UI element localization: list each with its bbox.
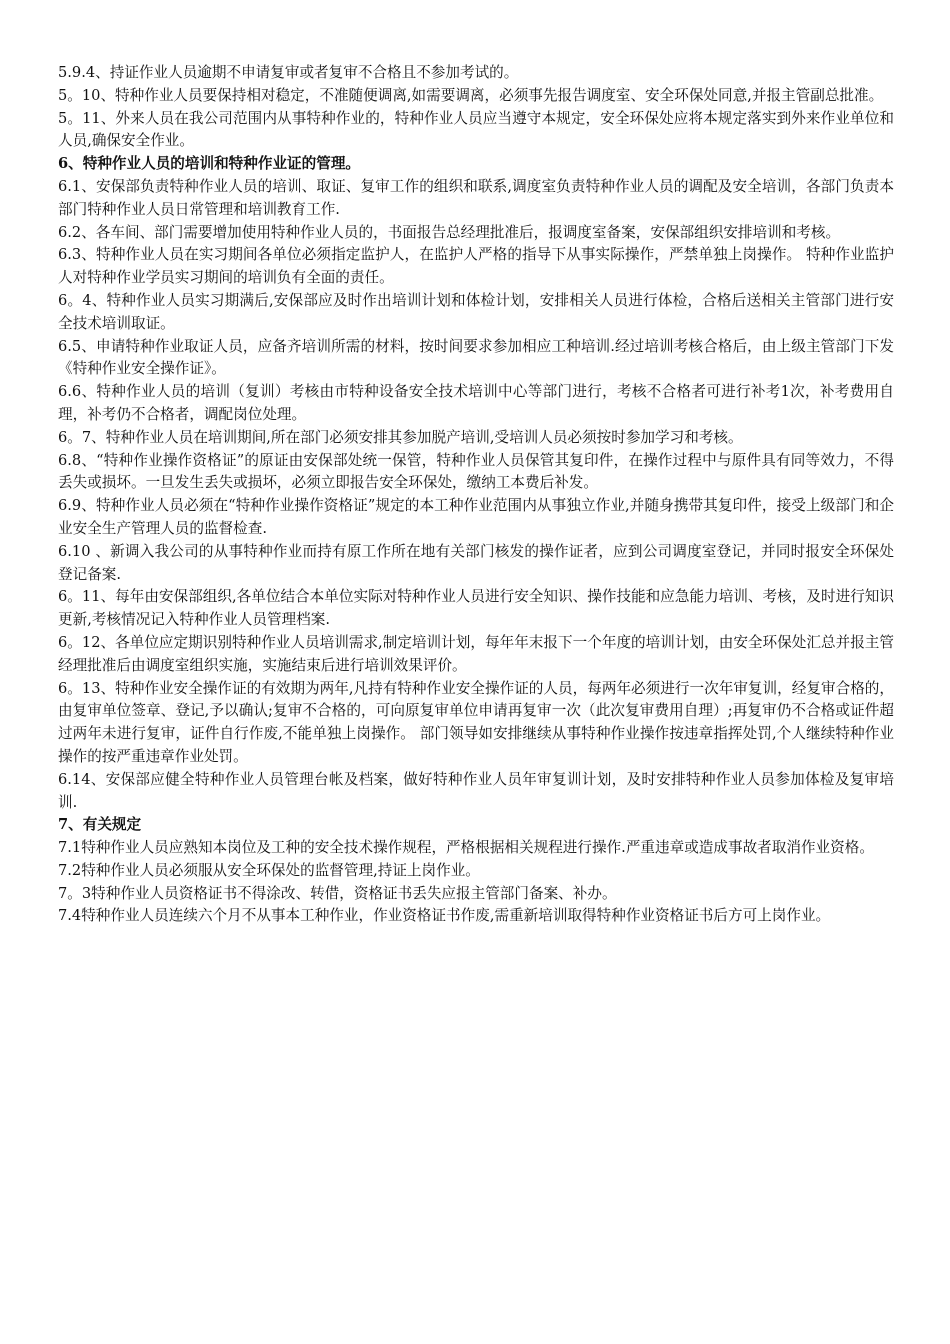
clause-6-3: 6.3、特种作业人员在实习期间各单位必须指定监护人，在监护人严格的指导下从事实际操作，严禁单独上岗操作。 特种作业监护人对特种作业学员实习期间的培训负有全面的责任。 (58, 246, 894, 287)
clause-6-7: 6。7、特种作业人员在培训期间,所在部门必须安排其参加脱产培训,受培训人员必须按时参加学习和考核。 (58, 428, 743, 446)
clause-6-5: 6.5、申请特种作业取证人员，应备齐培训所需的材料，按时间要求参加相应工种培训.经过培训考核合格后，由上级主管部门下发《特种作业安全操作证》。 (58, 337, 894, 378)
clause-5-11: 5。11、外来人员在我公司范围内从事特种作业的，特种作业人员应当遵守本规定，安全环保处应将本规定落实到外来作业单位和人员,确保安全作业。 (58, 109, 894, 150)
document-body (58, 62, 894, 928)
clause-6-8: 6.8、“特种作业操作资格证”的原证由安保部处统一保管，特种作业人员保管其复印件，在操作过程中与原件具有同等效力，不得丢失或损坏。一旦发生丢失或损坏，必须立即报告安全环保处，缴纳工本费后补发。 (58, 451, 894, 492)
clause-6-6: 6.6、特种作业人员的培训（复训）考核由市特种设备安全技术培训中心等部门进行，考核不合格者可进行补考1次，补考费用自理，补考仍不合格者，调配岗位处理。 (58, 383, 894, 423)
clause-6-4: 6。4、特种作业人员实习期满后,安保部应及时作出培训计划和体检计划，安排相关人员进行体检，合格后送相关主管部门进行安全技术培训取证。 (58, 291, 894, 332)
clause-7-3: 7。3特种作业人员资格证书不得涂改、转借，资格证书丢失应报主管部门备案、补办。 (58, 884, 617, 902)
clause-6-12: 6。12、各单位应定期识别特种作业人员培训需求,制定培训计划，每年年末报下一个年度的培训计划，由安全环保处汇总并报主管经理批准后由调度室组织实施，实施结束后进行培训效果评价。 (58, 633, 894, 674)
clause-7-4: 7.4特种作业人员连续六个月不从事本工种作业，作业资格证书作废,需重新培训取得特种作业资格证书后方可上岗作业。 (58, 907, 831, 925)
section-7-heading: 7、有关规定 (58, 816, 142, 834)
clause-5-10: 5。10、特种作业人员要保持相对稳定，不准随便调离,如需要调离，必须事先报告调度室、安全环保处同意,并报主管副总批准。 (58, 86, 884, 104)
clause-6-9: 6.9、特种作业人员必须在“特种作业操作资格证”规定的本工种作业范围内从事独立作业,并随身携带其复印件，接受上级部门和企业安全生产管理人员的监督检查. (58, 497, 894, 537)
clause-6-13: 6。13、特种作业安全操作证的有效期为两年,凡持有特种作业安全操作证的人员，每两年必须进行一次年审复训，经复审合格的，由复审单位签章、登记,予以确认;复审不合格的，可向原复审单位申请再复审一次（此次复审费用自理）;再复审仍不合格或证件超过两年未进行复审，证件自行作废,不能单独上岗操作。 部门领导如安排继续从事特种作业操作按违章指挥处罚,个人继续特种作业操作的按严重违章作业处罚。 (58, 679, 894, 765)
clause-6-11: 6。11、每年由安保部组织,各单位结合本单位实际对特种作业人员进行安全知识、操作技能和应急能力培训、考核，及时进行知识更新,考核情况记入特种作业人员管理档案. (58, 588, 894, 629)
clause-6-1: 6.1、安保部负责特种作业人员的培训、取证、复审工作的组织和联系,调度室负责特种作业人员的调配及安全培训，各部门负责本部门特种作业人员日常管理和培训教育工作. (58, 177, 894, 218)
section-6-heading: 6、特种作业人员的培训和特种作业证的管理。 (58, 155, 361, 173)
clause-7-2: 7.2特种作业人员必须服从安全环保处的监督管理,持证上岗作业。 (58, 861, 480, 879)
clause-6-10: 6.10 、新调入我公司的从事特种作业而持有原工作所在地有关部门核发的操作证者，应到公司调度室登记，并同时报安全环保处登记备案. (58, 542, 894, 583)
clause-6-2: 6.2、各车间、部门需要增加使用特种作业人员的，书面报告总经理批准后，报调度室备案，安保部组织安排培训和考核。 (58, 223, 841, 241)
clause-5-9-4: 5.9.4、持证作业人员逾期不申请复审或者复审不合格且不参加考试的。 (58, 64, 519, 81)
clause-7-1: 7.1特种作业人员应熟知本岗位及工种的安全技术操作规程，严格根据相关规程进行操作.严重违章或造成事故者取消作业资格。 (58, 839, 874, 857)
clause-6-14: 6.14、安保部应健全特种作业人员管理台帐及档案，做好特种作业人员年审复训计划，及时安排特种作业人员参加体检及复审培训. (58, 770, 894, 811)
